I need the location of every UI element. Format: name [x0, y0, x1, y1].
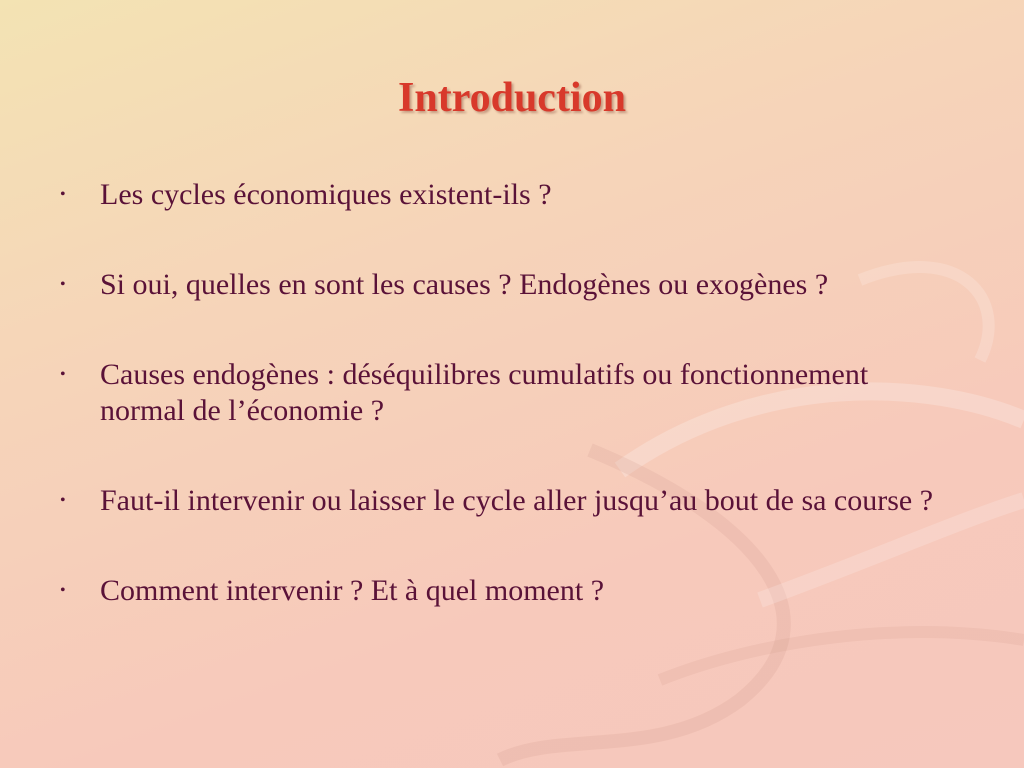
bullet-icon: • [60, 492, 66, 509]
bullet-list [56, 177, 956, 609]
bullet-icon: • [60, 582, 66, 599]
bullet-icon: • [60, 186, 66, 203]
bullet-icon: • [60, 366, 66, 383]
bullet-item-5 [56, 573, 956, 609]
bullet-item-2 [56, 267, 956, 303]
slide-title: Introduction [398, 75, 626, 121]
bullet-item-1 [56, 177, 956, 213]
bullet-item-3 [56, 357, 956, 429]
bullet-icon: • [60, 276, 66, 293]
bullet-text: Comment intervenir ? Et à quel moment ? [100, 574, 605, 607]
bullet-text: Si oui, quelles en sont les causes ? Endogènes ou exogènes ? [100, 268, 829, 301]
bullet-text: Causes endogènes : déséquilibres cumulatifs ou fonctionnement normal de l’économie ? [100, 358, 869, 427]
swirl-stroke-4 [660, 632, 1024, 680]
bullet-text: Faut-il intervenir ou laisser le cycle aller jusqu’au bout de sa course ? [100, 484, 934, 517]
bullet-item-4 [56, 483, 956, 519]
bullet-text: Les cycles économiques existent-ils ? [100, 178, 552, 211]
